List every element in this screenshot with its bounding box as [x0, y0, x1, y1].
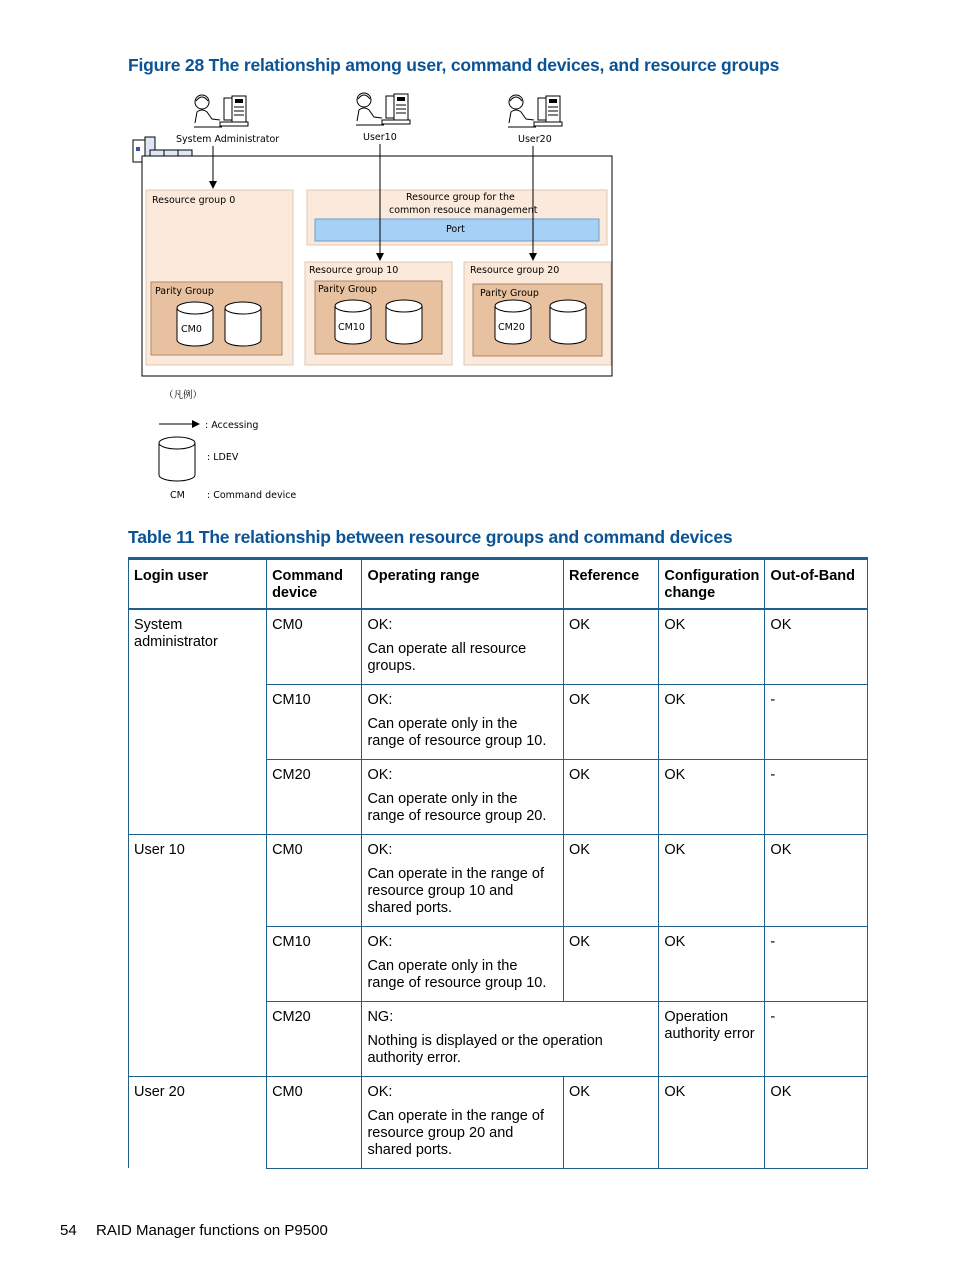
table-header-row	[129, 559, 868, 610]
cell-operating-range	[362, 1076, 564, 1168]
header-reference: Reference	[564, 559, 659, 610]
legend-accessing: : Accessing	[205, 420, 259, 431]
cell-out-of-band: -	[765, 926, 868, 1001]
range-text: Can operate only in the range of resource group 10.	[367, 715, 547, 749]
cell-reference: OK	[564, 759, 659, 834]
cell-out-of-band: OK	[765, 834, 868, 926]
legend-ldev-cylinder	[159, 437, 195, 481]
user10-icon	[356, 93, 410, 125]
range-text: Can operate in the range of resource group 10 and shared ports.	[367, 865, 544, 916]
legend-command-device: : Command device	[207, 490, 297, 501]
cell-reference: OK	[564, 1076, 659, 1168]
cell-reference: OK	[564, 834, 659, 926]
resource-group-10-label: Resource group 10	[309, 265, 399, 276]
header-command-device: Command device	[267, 559, 362, 610]
cell-command-device: CM10	[267, 926, 362, 1001]
ldev-cylinder-10	[386, 300, 422, 344]
parity-group-10-label: Parity Group	[318, 284, 377, 295]
figure-caption: Figure 28 The relationship among user, command devices, and resource groups	[128, 55, 780, 75]
cell-configuration-change: OK	[659, 609, 765, 684]
table-row	[129, 834, 868, 926]
cell-configuration-change: OK	[659, 684, 765, 759]
resource-command-table	[128, 557, 868, 1169]
user-label-system-administrator: System Administrator	[176, 134, 280, 145]
range-status: NG:	[367, 1008, 394, 1025]
legend-cm: CM	[170, 490, 185, 501]
header-operating-range: Operating range	[362, 559, 564, 610]
cell-configuration-change: OK	[659, 1076, 765, 1168]
page-footer	[60, 1222, 328, 1239]
cell-out-of-band: -	[765, 684, 868, 759]
resource-group-0-label: Resource group 0	[152, 195, 236, 206]
cell-operating-range	[362, 926, 564, 1001]
table-row	[129, 1076, 868, 1168]
cell-configuration-change: Operation authority error	[659, 1001, 765, 1076]
cell-command-device: CM0	[267, 834, 362, 926]
range-status: OK:	[367, 933, 393, 950]
page-number: 54	[60, 1222, 77, 1239]
cm10-label: CM10	[338, 322, 365, 333]
header-login-user: Login user	[129, 559, 267, 610]
cm0-label: CM0	[181, 324, 202, 335]
user-label-user10: User10	[363, 132, 397, 143]
range-text: Can operate only in the range of resource group 10.	[367, 957, 547, 991]
range-status: OK:	[367, 841, 393, 858]
cell-configuration-change: OK	[659, 834, 765, 926]
cell-command-device: CM10	[267, 684, 362, 759]
cell-command-device: CM0	[267, 1076, 362, 1168]
footer-section-title: RAID Manager functions on P9500	[96, 1222, 328, 1239]
system-administrator-user-icon	[194, 95, 248, 127]
user-label-user20: User20	[518, 134, 552, 145]
cell-login-user: User 10	[129, 834, 267, 1076]
cell-configuration-change: OK	[659, 926, 765, 1001]
cell-out-of-band: OK	[765, 609, 868, 684]
cell-login-user: User 20	[129, 1076, 267, 1168]
table-row	[129, 609, 868, 684]
cell-command-device: CM0	[267, 609, 362, 684]
header-configuration-change: Configuration change	[659, 559, 765, 610]
cell-out-of-band: -	[765, 759, 868, 834]
resource-group-20-label: Resource group 20	[470, 265, 560, 276]
table-caption: Table 11 The relationship between resource groups and command devices	[128, 527, 733, 547]
cell-configuration-change: OK	[659, 759, 765, 834]
shared-group-label-line1: Resource group for the	[406, 192, 515, 203]
port-label: Port	[446, 224, 465, 235]
cm20-label: CM20	[498, 322, 525, 333]
range-status: OK:	[367, 617, 393, 633]
cell-operating-range	[362, 684, 564, 759]
cell-operating-range	[362, 1001, 659, 1076]
relationship-diagram	[0, 0, 954, 520]
legend-ldev: : LDEV	[207, 452, 239, 463]
cell-out-of-band: OK	[765, 1076, 868, 1168]
range-text: Nothing is displayed or the operation authority error.	[367, 1032, 603, 1066]
parity-group-0-label: Parity Group	[155, 286, 214, 297]
ldev-cylinder-20	[550, 300, 586, 344]
cell-operating-range	[362, 834, 564, 926]
cell-reference: OK	[564, 926, 659, 1001]
cell-out-of-band: -	[765, 1001, 868, 1076]
cell-command-device: CM20	[267, 759, 362, 834]
cell-operating-range	[362, 759, 564, 834]
cell-operating-range	[362, 609, 564, 684]
range-status: OK:	[367, 691, 393, 708]
cell-reference: OK	[564, 684, 659, 759]
user20-icon	[508, 95, 562, 127]
legend-title: （凡例）	[164, 390, 203, 401]
shared-group-label-line2: common resouce management	[389, 205, 538, 216]
header-out-of-band: Out-of-Band	[765, 559, 868, 610]
range-text: Can operate in the range of resource group 20 and shared ports.	[367, 1107, 544, 1158]
range-status: OK:	[367, 1083, 393, 1100]
range-text: Can operate only in the range of resource group 20.	[367, 790, 547, 824]
range-status: OK:	[367, 766, 393, 783]
cell-reference: OK	[564, 609, 659, 684]
cell-command-device: CM20	[267, 1001, 362, 1076]
cell-login-user: System administrator	[129, 609, 267, 834]
range-text: Can operate all resource groups.	[367, 641, 527, 674]
parity-group-20-label: Parity Group	[480, 288, 539, 299]
ldev-cylinder-0	[225, 302, 261, 346]
